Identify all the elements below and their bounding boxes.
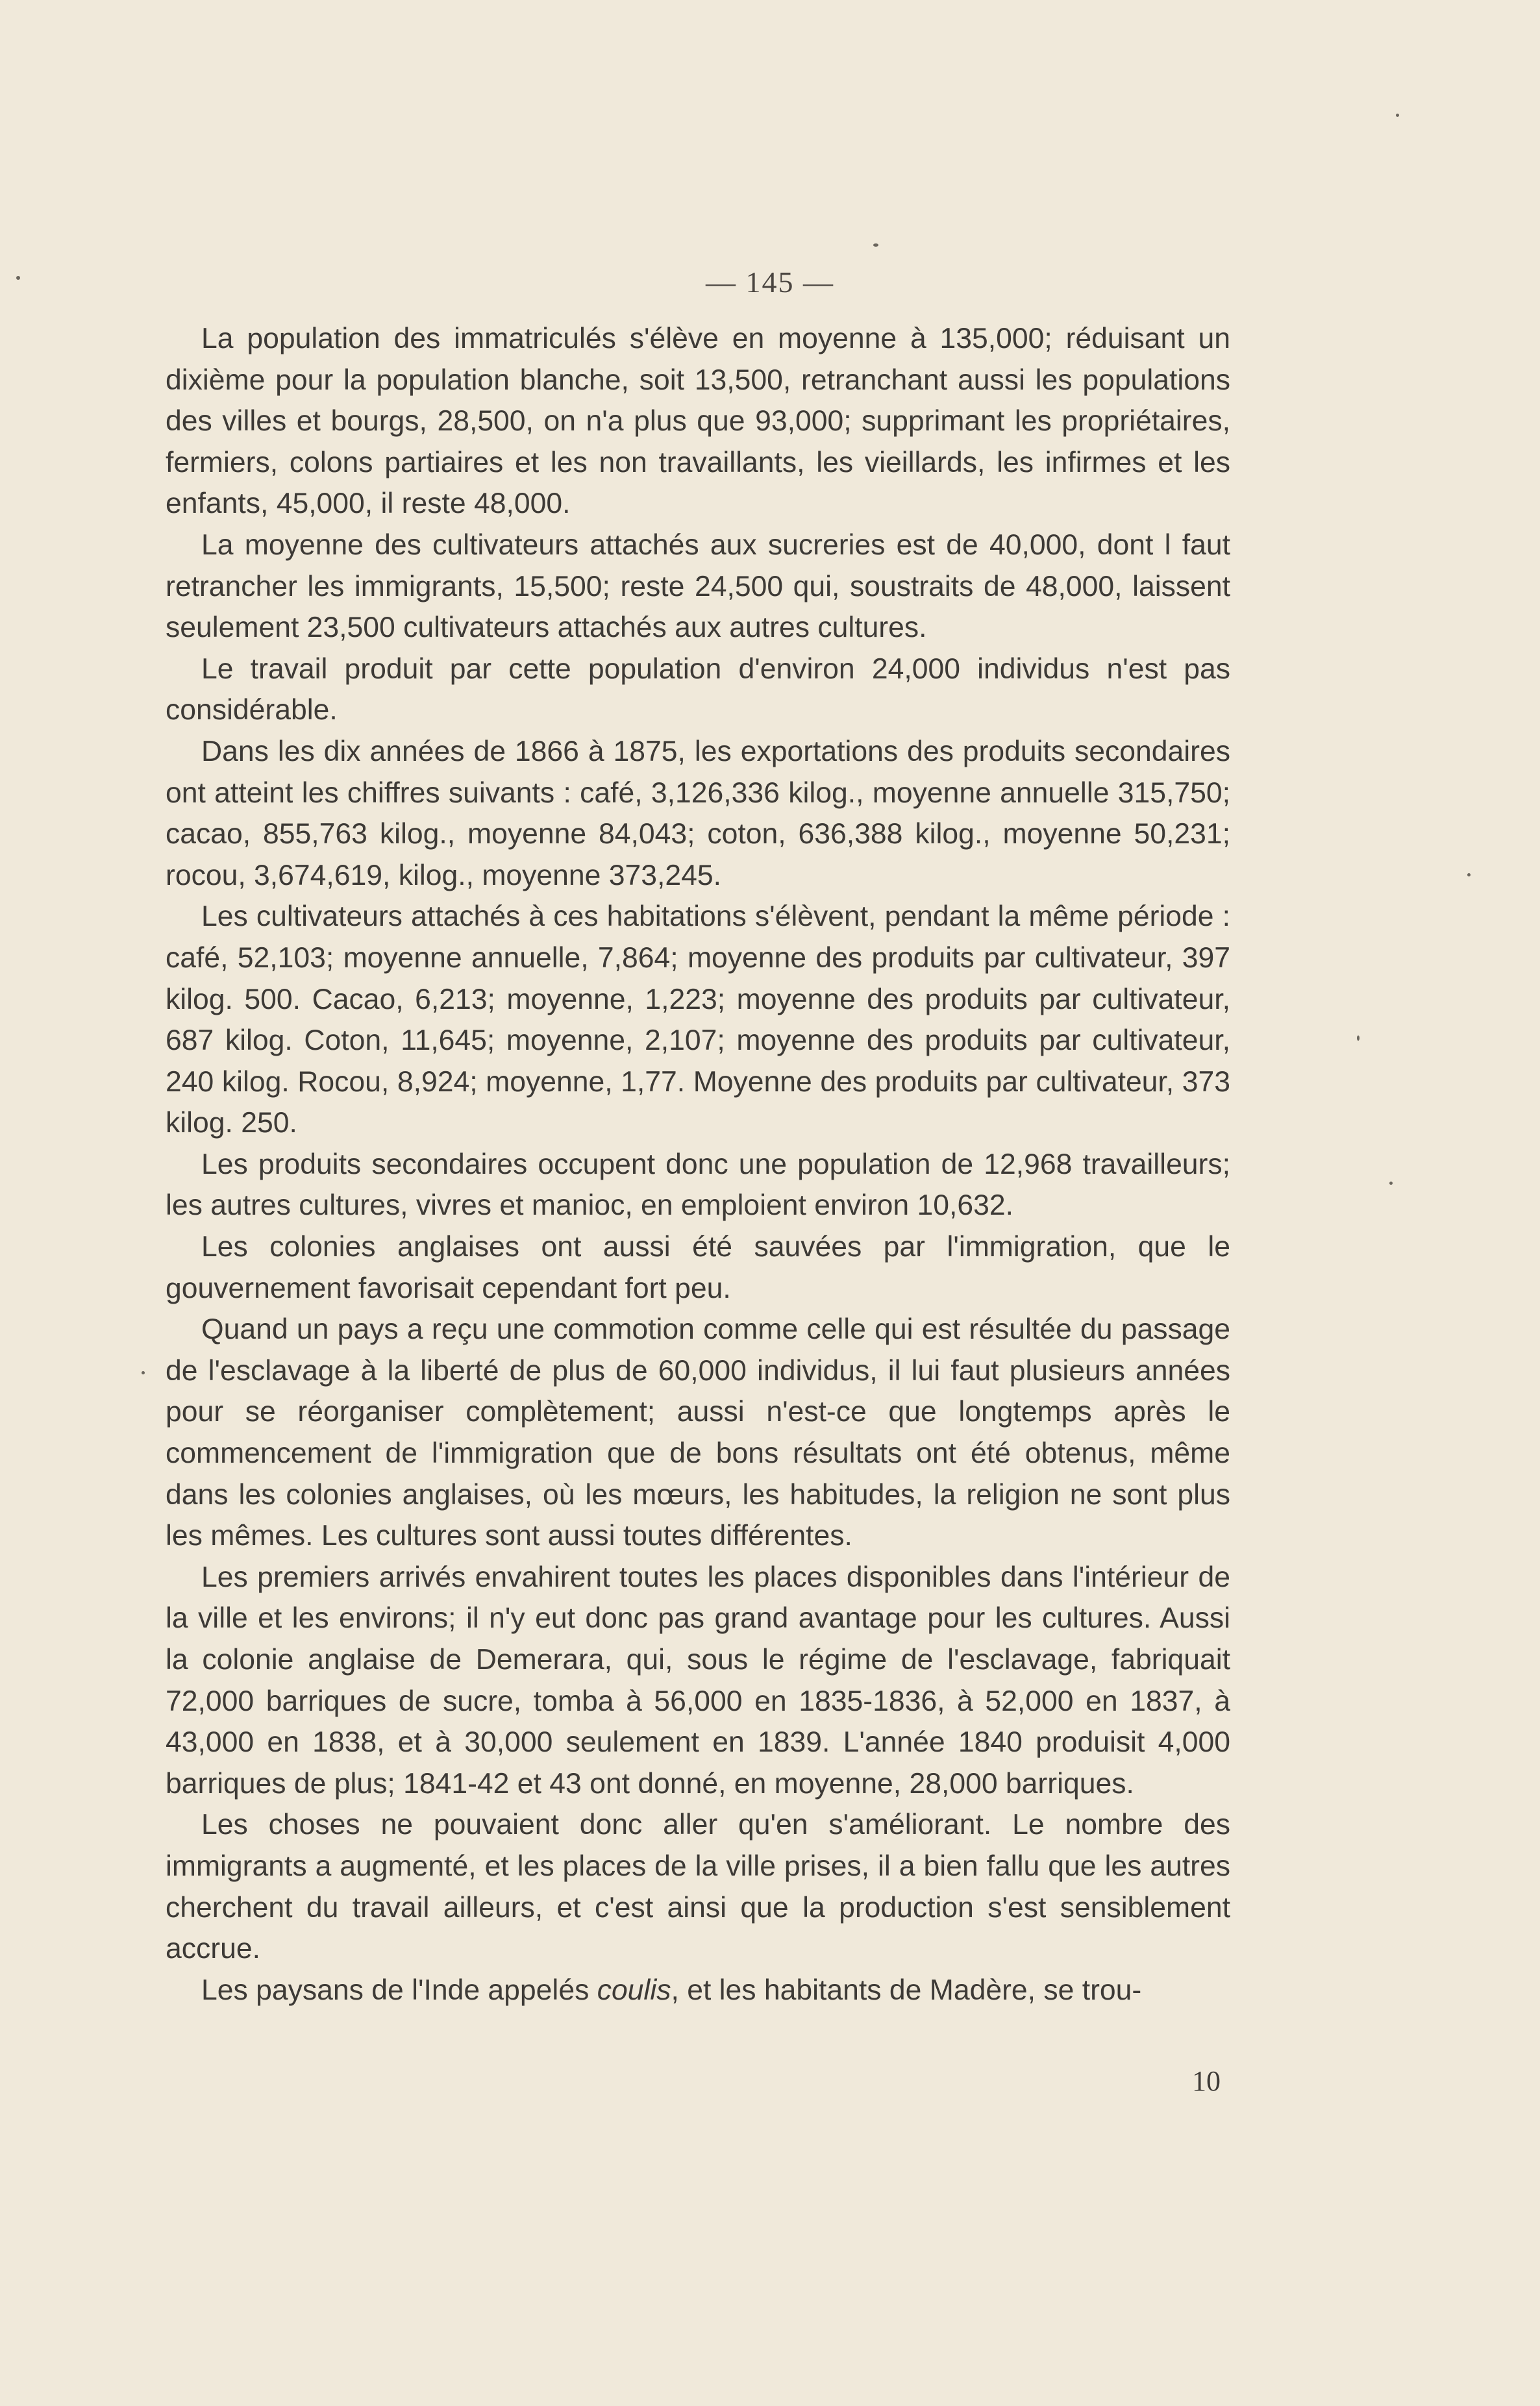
signature-mark: 10 (1192, 2065, 1221, 2097)
paragraph: La population des immatriculés s'élève en moyenne à 135,000; réduisant un dixième pour la population blanche, soit 13,500, retranchant aussi les populations des villes et bourgs, 28,500, on n'a plus que 93,000; supprimant les propriétaires, fermiers, colons partiaires et les non travaillants, les vieillards, les infirmes et les enfants, 45,000, il reste 48,000. (166, 323, 1230, 520)
page-number: — 145 — (706, 266, 834, 299)
ink-speck (1467, 873, 1471, 876)
paragraph-text-before: Les paysans de l'Inde appelés (201, 1974, 597, 2006)
paragraph: Quand un pays a reçu une commotion comme celle qui est résultée du passage de l'esclavage à la liberté de plus de 60,000 individus, il lui faut plusieurs années pour se réorganiser complètement; aussi n'est-ce que longtemps après le commencement de l'immigration que de bons résultats ont été obtenus, même dans les colonies anglaises, où les mœurs, les habitudes, la religion ne sont plus les mêmes. Les cultures sont aussi toutes différentes. (166, 1313, 1230, 1552)
ink-speck (142, 1371, 145, 1374)
paragraph-text-after: , et les habitants de Madère, se trou- (671, 1974, 1142, 2006)
ink-speck (873, 243, 878, 247)
body-text (166, 318, 1230, 2011)
paragraph: Les produits secondaires occupent donc une population de 12,968 travailleurs; les autres cultures, vivres et manioc, en emploient environ 10,632. (166, 1148, 1230, 1222)
ink-speck (1357, 1036, 1360, 1041)
paragraph: Dans les dix années de 1866 à 1875, les exportations des produits secondaires ont atteint les chiffres suivants : café, 3,126,336 kilog., moyenne annuelle 315,750; cacao, 855,763 kilog., moyenne 84,043; coton, 636,388 kilog., moyenne 50,231; rocou, 3,674,619, kilog., moyenne 373,245. (166, 735, 1230, 891)
ink-speck (1396, 114, 1399, 117)
paragraph: La moyenne des cultivateurs attachés aux sucreries est de 40,000, dont l faut retrancher les immigrants, 15,500; reste 24,500 qui, soustraits de 48,000, laissent seulement 23,500 cultivateurs attachés aux autres cultures. (166, 528, 1230, 644)
paragraph: Les choses ne pouvaient donc aller qu'en s'améliorant. Le nombre des immigrants a augmenté, et les places de la ville prises, il a bien fallu que les autres cherchent du travail ailleurs, et c'est ainsi que la production s'est sensiblement accrue. (166, 1809, 1230, 1965)
paragraph: Les premiers arrivés envahirent toutes les places disponibles dans l'intérieur de la ville et les environs; il n'y eut donc pas grand avantage pour les cultures. Aussi la colonie anglaise de Demerara, qui, sous le régime de l'esclavage, fabriquait 72,000 barriques de sucre, tomba à 56,000 en 1835-1836, à 52,000 en 1837, à 43,000 en 1838, et à 30,000 seulement en 1839. L'année 1840 produisit 4,000 barriques de plus; 1841-42 et 43 ont donné, en moyenne, 28,000 barriques. (166, 1561, 1230, 1800)
paragraph: Les cultivateurs attachés à ces habitations s'élèvent, pendant la même période : café, 52,103; moyenne annuelle, 7,864; moyenne des produits par cultivateur, 397 kilog. 500. Cacao, 6,213; moyenne, 1,223; moyenne des produits par cultivateur, 687 kilog. Coton, 11,645; moyenne, 2,107; moyenne des produits par cultivateur, 240 kilog. Rocou, 8,924; moyenne, 1,77. Moyenne des produits par cultivateur, 373 kilog. 250. (166, 900, 1230, 1139)
ink-speck (16, 276, 20, 280)
paragraph-last (166, 1970, 1230, 2011)
paragraph: Les colonies anglaises ont aussi été sauvées par l'immigration, que le gouvernement favorisait cependant fort peu. (166, 1231, 1230, 1304)
italic-term: coulis (597, 1974, 671, 2006)
paragraph: Le travail produit par cette population d'environ 24,000 individus n'est pas considérable. (166, 652, 1230, 726)
ink-speck (1389, 1182, 1393, 1185)
